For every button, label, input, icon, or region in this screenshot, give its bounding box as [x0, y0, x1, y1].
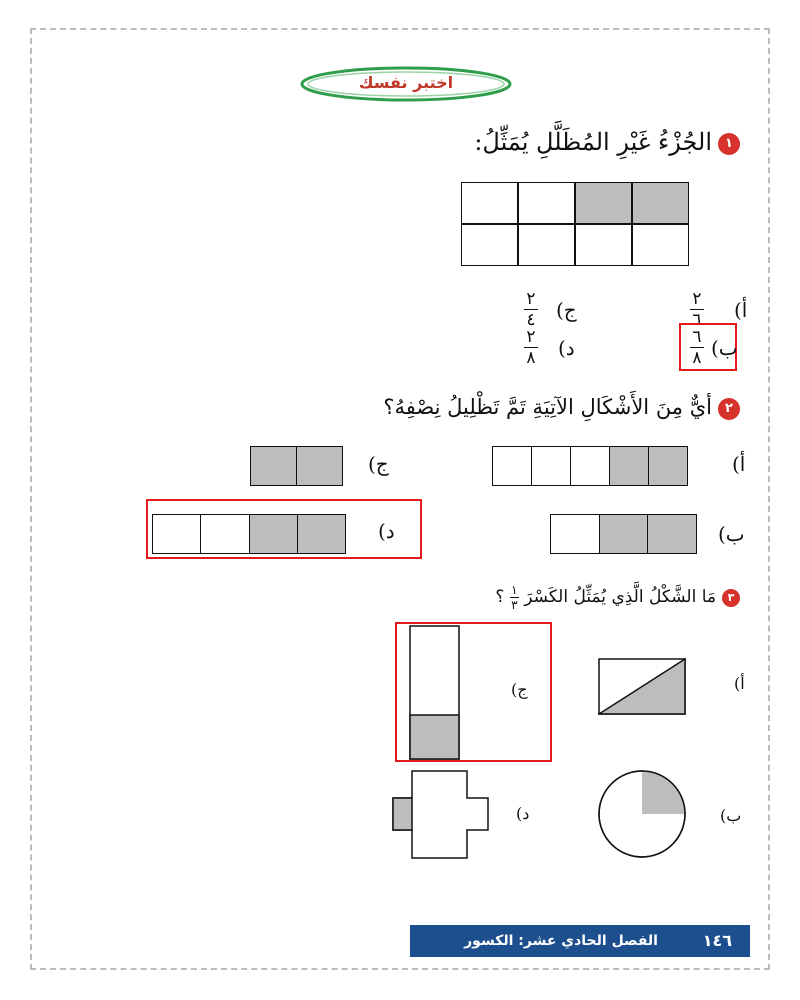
grid-cell: [518, 182, 575, 224]
circle-quarter-shape: [596, 768, 688, 860]
strip-cell-shaded: [647, 515, 696, 553]
q2-option-a[interactable]: [492, 446, 760, 490]
option-letter: ج): [511, 680, 528, 699]
strip-cell-shaded: [249, 515, 297, 553]
strip-cell-shaded: [296, 447, 342, 485]
shape-strip: [492, 446, 688, 486]
q2-option-c[interactable]: [250, 446, 400, 490]
q3-option-a[interactable]: [598, 658, 758, 718]
strip-cell: [153, 515, 200, 553]
option-letter: ب): [720, 806, 742, 825]
numerator: ٢: [692, 289, 702, 309]
grid-cell: [461, 182, 518, 224]
option-letter: د): [558, 336, 575, 360]
chapter-title: الفصل الحادي عشر: الكسور: [464, 933, 658, 949]
fraction-grid: [461, 182, 689, 266]
q2-option-d-selected[interactable]: [146, 499, 422, 559]
shape-strip: [152, 514, 346, 554]
option-letter: أ): [734, 674, 745, 693]
denominator: ٨: [692, 348, 702, 368]
grid-cell: [461, 224, 518, 266]
denominator: ٦: [692, 310, 702, 330]
option-letter: ج): [368, 452, 389, 476]
fraction: [690, 328, 704, 367]
grid-cell-shaded: [575, 182, 632, 224]
grid-cell: [575, 224, 632, 266]
strip-cell-shaded: [609, 447, 648, 485]
question-mark: ؟: [495, 587, 510, 607]
numerator: ١: [511, 583, 518, 597]
option-letter: ج): [556, 298, 577, 322]
question-text: أيٌّ مِنَ الأَشْكَالِ الآتِيَةِ تَمَّ تَظْلِيلُ نِصْفِهُ؟: [383, 395, 712, 419]
denominator: ٨: [526, 348, 536, 368]
strip-cell: [531, 447, 570, 485]
denominator: ٣: [511, 598, 518, 612]
numerator: ٢: [526, 327, 536, 347]
question-3: [495, 584, 740, 611]
page-footer: [410, 925, 750, 957]
strip-cell: [570, 447, 609, 485]
q2-option-b[interactable]: [550, 514, 760, 558]
q3-option-b[interactable]: [596, 768, 760, 860]
rectangle-diagonal-shape: [598, 658, 688, 716]
fraction: [524, 328, 538, 367]
question-1: [474, 128, 740, 156]
question-number-badge: ٢: [718, 398, 740, 420]
strip-cell-shaded: [251, 447, 296, 485]
q1-option-b-selected[interactable]: [679, 323, 737, 371]
option-letter: د): [378, 519, 395, 543]
strip-cell-shaded: [648, 447, 687, 485]
strip-cell-shaded: [599, 515, 648, 553]
question-number-badge: ١: [718, 133, 740, 155]
grid-cell: [632, 224, 689, 266]
option-letter: ب): [711, 336, 738, 360]
tall-bar-shape: [409, 625, 461, 761]
question-number-badge: ٣: [722, 589, 740, 607]
question-text: الجُزْءُ غَيْرِ المُظَلَّلِ يُمَثِّلُ:: [474, 128, 712, 156]
denominator: ٤: [526, 310, 536, 330]
numerator: ٢: [526, 289, 536, 309]
cross-shape: [392, 770, 492, 860]
q3-option-d[interactable]: [392, 770, 542, 862]
option-letter: د): [516, 804, 530, 823]
grid-cell-shaded: [632, 182, 689, 224]
strip-cell: [200, 515, 248, 553]
question-text: مَا الشَّكْلُ الَّذِي يُمَثِّلُ الكَسْرَ: [518, 587, 716, 607]
option-letter: أ): [734, 298, 748, 322]
banner-title: اختبر نفسك: [358, 73, 454, 92]
question-2: [383, 395, 740, 420]
fraction: [524, 290, 538, 329]
strip-cell-shaded: [297, 515, 345, 553]
option-letter: ب): [718, 522, 745, 546]
strip-cell: [551, 515, 599, 553]
option-letter: أ): [732, 452, 746, 476]
numerator: ٦: [692, 327, 702, 347]
page-number: ١٤٦: [702, 931, 732, 950]
section-banner: [300, 66, 512, 102]
strip-cell: [493, 447, 531, 485]
fraction: [510, 584, 519, 611]
q3-option-c-selected[interactable]: [395, 622, 552, 762]
shape-strip: [250, 446, 343, 486]
grid-cell: [518, 224, 575, 266]
shape-strip: [550, 514, 697, 554]
